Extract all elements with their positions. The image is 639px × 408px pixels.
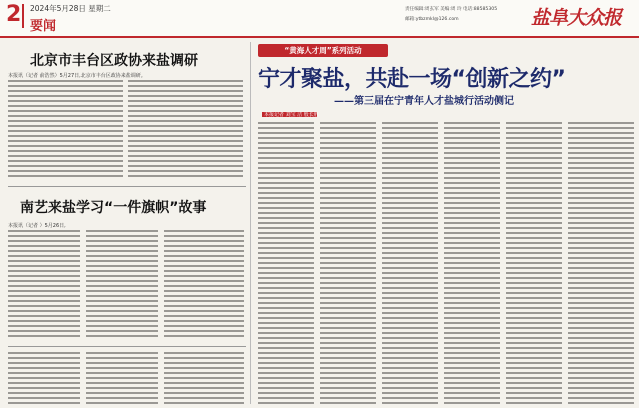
page-number: 2 [6,2,22,27]
issue-date: 2024年5月28日 星期二 [30,4,111,13]
article-body-bottom-col1 [8,352,80,404]
section-title: 要闻 [30,19,57,34]
feature-body-col2 [320,122,376,404]
feature-body-col1 [258,122,314,404]
article-byline-nanyi: 本报讯（记者 ）5月26日, [8,223,66,229]
feature-body-col4 [444,122,500,404]
article-body-bottom-col2 [86,352,158,404]
editor-info: 责任编辑:周玄军 美编:周 玲 电话:88585305 [405,7,498,12]
article-body-nanyi-col3 [164,230,244,340]
feature-byline: 本报记者 刘宝 洁 殷长胜 [264,112,319,118]
article-headline-beijing: 北京市丰台区政协来盐调研 [30,53,198,69]
feature-body-col6 [568,122,634,404]
feature-body-col5 [506,122,562,404]
article-body-nanyi-col1 [8,230,80,340]
feature-body-col3 [382,122,438,404]
editor-email: 邮箱:ytbzmkl@126.com [405,17,459,22]
article-body-nanyi-col2 [86,230,158,340]
article-body-bottom-col3 [164,352,244,404]
article-body-beijing-col1 [8,80,123,180]
feature-subheadline: ——第三届在宁青年人才盐城行活动侧记 [334,96,514,107]
feature-banner: “黄海人才周”系列活动 [258,44,388,57]
column-divider [250,42,251,404]
page-number-divider [22,4,24,28]
feature-headline: 宁才聚盐，共赴一场“创新之约” [258,67,566,92]
article-divider [8,186,246,187]
article-headline-nanyi: 南艺来盐学习“一件旗帜”故事 [20,200,207,216]
newspaper-masthead: 盐阜大众报 [531,7,622,29]
article-divider [8,346,246,347]
page-header [0,0,639,38]
article-byline-beijing: 本报讯（记者 俞浩然）5月27日,北京市丰台区政协来盐调研。 [8,73,146,79]
article-body-beijing-col2 [128,80,243,180]
